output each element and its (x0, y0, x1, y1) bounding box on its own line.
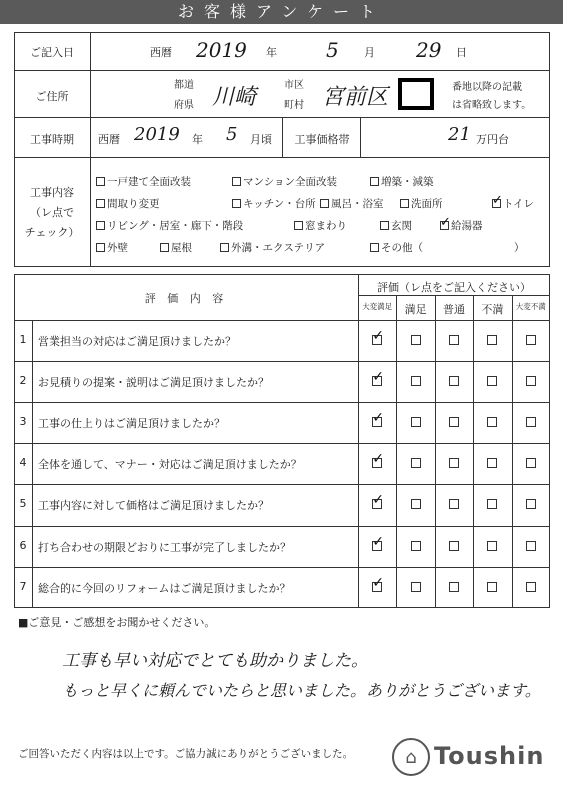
work-option-r2-0[interactable] (96, 218, 243, 233)
rating-checkbox[interactable] (526, 417, 536, 427)
rating-checkbox[interactable] (487, 499, 497, 509)
date-month-unit: 月 (364, 46, 375, 59)
rating-checkbox[interactable] (411, 376, 421, 386)
checkbox[interactable] (220, 243, 229, 252)
date-day-unit: 日 (456, 46, 467, 59)
work-option-r1-2[interactable] (320, 196, 384, 211)
question-number: 2 (19, 374, 27, 388)
checkbox[interactable] (160, 243, 169, 252)
work-option-r0-0[interactable] (96, 174, 191, 189)
work-option-label: 風呂・浴室 (331, 198, 384, 210)
rating-header-4: 大変不満 (515, 302, 546, 311)
price-label: 工事価格帯 (294, 133, 350, 146)
rating-checkbox[interactable] (372, 582, 382, 592)
work-option-r3-0[interactable] (96, 240, 128, 255)
checkbox[interactable] (380, 221, 389, 230)
work-option-r0-2[interactable] (370, 174, 434, 189)
page-title: お客様アンケート (0, 0, 563, 24)
work-option-label: 外壁 (107, 242, 128, 254)
checkbox[interactable] (320, 199, 329, 208)
work-option-label: 窓まわり (305, 220, 347, 232)
work-option-label: リビング・居室・廊下・階段 (107, 220, 244, 232)
work-option-label: 屋根 (171, 242, 192, 254)
address-city-bottom: 町村 (284, 100, 304, 111)
rating-checkbox[interactable] (449, 335, 459, 345)
rating-header-2: 普通 (442, 303, 465, 316)
price-value[interactable]: 21 (448, 124, 471, 145)
work-option-r3-3[interactable] (370, 240, 423, 255)
question-text: 工事内容に対して価格はご満足頂けましたか？ (38, 499, 269, 513)
work-option-r0-1[interactable] (232, 174, 337, 189)
work-option-r1-3[interactable] (400, 196, 443, 211)
question-text: 全体を通して、マナー・対応はご満足頂けましたか？ (38, 458, 302, 472)
work-option-label: 玄関 (391, 220, 412, 232)
checkbox[interactable] (96, 221, 105, 230)
work-option-r1-4[interactable] (492, 196, 534, 211)
date-year[interactable]: 2019 (196, 38, 247, 62)
work-option-other-close: ） (514, 242, 525, 254)
rating-checkbox[interactable] (526, 541, 536, 551)
comments-line2[interactable]: もっと早くに頼んでいたらと思いました。ありがとうございます。 (62, 681, 541, 700)
comments-label: ■ご意見・ご感想をお聞かせください。 (18, 616, 216, 629)
rating-checkbox[interactable] (372, 417, 382, 427)
date-era: 西暦 (150, 46, 172, 59)
work-option-label: トイレ (503, 198, 534, 210)
question-number: 7 (19, 579, 27, 593)
rating-checkbox[interactable] (372, 376, 382, 386)
rating-checkbox[interactable] (372, 458, 382, 468)
work-option-label: 外溝・エクステリア (231, 242, 326, 254)
address-note-line1: 番地以降の記載 (452, 82, 522, 93)
survey-rating-header: 評価（レ点をご記入ください） (377, 281, 531, 294)
period-month[interactable]: 5 (226, 124, 238, 145)
rating-checkbox[interactable] (411, 335, 421, 345)
address-pref-top: 都道 (174, 80, 194, 91)
work-label-line1: 工事内容 (30, 186, 74, 199)
rating-checkbox[interactable] (411, 499, 421, 509)
period-year[interactable]: 2019 (134, 124, 180, 145)
question-number: 1 (19, 333, 27, 346)
address-city-top: 市区 (284, 80, 304, 91)
checkbox[interactable] (400, 199, 409, 208)
date-day[interactable]: 29 (416, 38, 442, 62)
rating-checkbox[interactable] (449, 499, 459, 509)
checkbox[interactable] (370, 243, 379, 252)
rating-checkbox[interactable] (372, 541, 382, 551)
date-label: ご記入日 (30, 46, 74, 59)
work-option-label: 増築・減築 (381, 176, 434, 188)
rating-checkbox[interactable] (526, 458, 536, 468)
work-option-r2-1[interactable] (294, 218, 347, 233)
question-text: 工事の仕上りはご満足頂けましたか？ (38, 417, 225, 431)
rating-checkbox[interactable] (487, 417, 497, 427)
rating-checkbox[interactable] (487, 582, 497, 592)
address-ward[interactable]: 宮前区 (322, 85, 389, 110)
checkbox[interactable] (96, 199, 105, 208)
work-option-r1-0[interactable] (96, 196, 160, 211)
rating-checkbox[interactable] (526, 499, 536, 509)
rating-checkbox[interactable] (487, 541, 497, 551)
checkbox[interactable] (232, 199, 241, 208)
address-pref-bottom: 府県 (174, 100, 194, 111)
rating-header-0: 大変満足 (362, 302, 393, 311)
work-option-r3-2[interactable] (220, 240, 325, 255)
work-option-label: 洗面所 (411, 198, 443, 210)
period-era: 西暦 (98, 133, 120, 146)
survey-table (14, 274, 550, 608)
period-month-unit: 月頃 (250, 133, 272, 146)
rating-checkbox[interactable] (449, 376, 459, 386)
work-label-line2: （レ点で (30, 206, 74, 219)
work-option-label: その他（ (381, 242, 423, 254)
checkbox[interactable] (492, 199, 501, 208)
survey-items-header: 評 価 内 容 (144, 292, 228, 305)
period-label: 工事時期 (30, 133, 74, 146)
work-option-r2-3[interactable] (440, 218, 483, 233)
logo-house-icon: ⌂ (392, 738, 430, 776)
work-option-r3-1[interactable] (160, 240, 192, 255)
question-text: 打ち合わせの期限どおりに工事が完了しましたか？ (38, 540, 291, 554)
work-option-label: 一戸建て全面改装 (107, 176, 191, 188)
rating-checkbox[interactable] (411, 582, 421, 592)
work-option-label: マンション全面改装 (243, 176, 338, 188)
address-note-line2: は省略致します。 (452, 100, 532, 111)
address-redaction (398, 78, 434, 110)
rating-checkbox[interactable] (487, 376, 497, 386)
rating-checkbox[interactable] (372, 335, 382, 345)
rating-header-3: 不満 (481, 303, 504, 316)
address-label: ご住所 (35, 90, 69, 103)
question-number: 3 (19, 415, 27, 429)
question-text: お見積りの提案・説明はご満足頂けましたか？ (38, 376, 269, 390)
checkbox[interactable] (96, 177, 105, 186)
footer-thanks: ご回答いただく内容は以上です。ご協力誠にありがとうございました。 (18, 748, 354, 760)
checkbox[interactable] (232, 177, 241, 186)
rating-checkbox[interactable] (487, 335, 497, 345)
rating-checkbox[interactable] (526, 582, 536, 592)
rating-checkbox[interactable] (487, 458, 497, 468)
rating-checkbox[interactable] (411, 541, 421, 551)
brand-logo: Toushin (434, 742, 545, 770)
checkbox[interactable] (370, 177, 379, 186)
rating-checkbox[interactable] (372, 499, 382, 509)
work-option-label: 給湯器 (451, 220, 483, 232)
rating-checkbox[interactable] (411, 417, 421, 427)
question-text: 総合的に今回のリフォームはご満足頂けましたか？ (38, 581, 291, 595)
rating-header-1: 満足 (404, 303, 427, 316)
rating-checkbox[interactable] (411, 458, 421, 468)
question-number: 5 (19, 497, 27, 511)
question-number: 4 (19, 456, 27, 470)
checkbox[interactable] (440, 221, 449, 230)
rating-checkbox[interactable] (449, 541, 459, 551)
comments-line1[interactable]: 工事も早い対応でとても助かりました。 (62, 651, 368, 671)
address-city[interactable]: 川崎 (212, 85, 257, 110)
date-month[interactable]: 5 (326, 38, 339, 62)
work-option-r2-2[interactable] (380, 218, 412, 233)
question-text: 営業担当の対応はご満足頂けましたか？ (38, 335, 236, 348)
checkbox[interactable] (294, 221, 303, 230)
work-option-label: 間取り変更 (107, 198, 160, 210)
work-label-line3: チェック） (24, 226, 80, 239)
rating-checkbox[interactable] (526, 376, 536, 386)
checkbox[interactable] (96, 243, 105, 252)
work-option-r1-1[interactable] (232, 196, 316, 211)
period-year-unit: 年 (192, 133, 203, 146)
date-year-unit: 年 (266, 46, 277, 59)
rating-checkbox[interactable] (449, 458, 459, 468)
question-number: 6 (19, 538, 27, 552)
rating-checkbox[interactable] (449, 582, 459, 592)
rating-checkbox[interactable] (449, 417, 459, 427)
rating-checkbox[interactable] (526, 335, 536, 345)
work-option-label: キッチン・台所 (243, 198, 316, 210)
price-unit: 万円台 (476, 133, 509, 146)
